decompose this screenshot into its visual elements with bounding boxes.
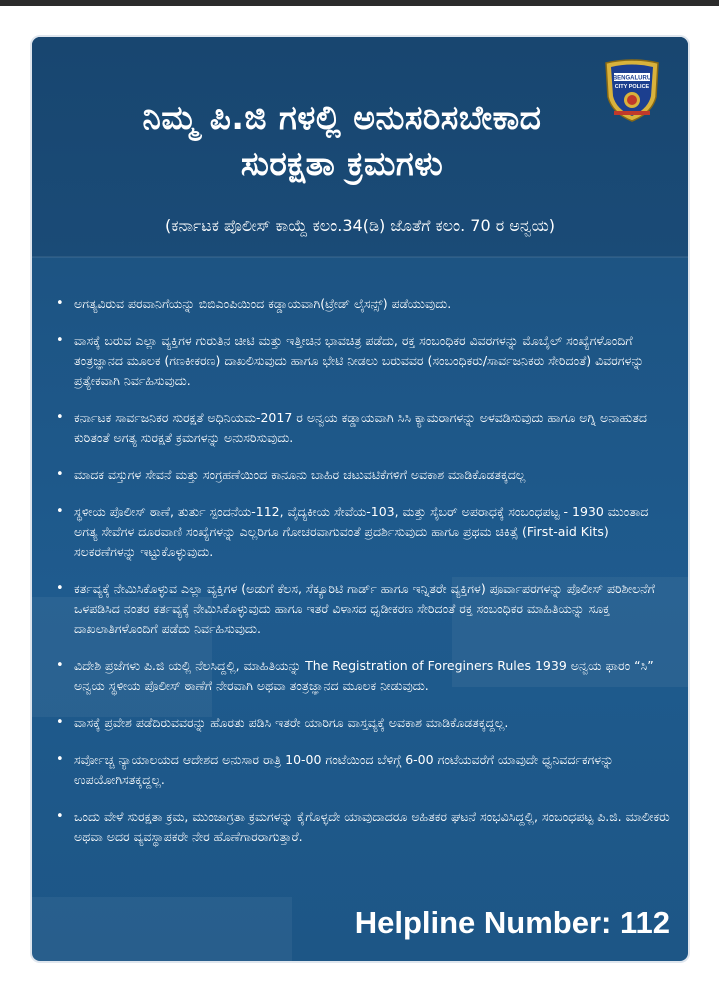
- list-item-text: ಒಂದು ವೇಳೆ ಸುರಕ್ಷತಾ ಕ್ರಮ, ಮುಂಜಾಗ್ರತಾ ಕ್ರಮಗಳನ್ನು ಕೈಗೊಳ್ಳದೇ ಯಾವುದಾದರೂ ಅಹಿತಕರ ಘಟನೆ ಸಂಭವಿಸಿದ್ದಲ್ಲಿ, ಸಂಬಂಧಪಟ್ಟ ಪಿ.ಜಿ. ಮಾಲೀಕರು ಅಥವಾ ಅದರ ವ್ಯವಸ್ಥಾಪಕರೇ ನೇರ ಹೊಣೆಗಾರರಾಗುತ್ತಾರೆ.: [74, 809, 670, 844]
- list-item: [54, 465, 674, 485]
- list-item-text: ಅಗತ್ಯವಿರುವ ಪರವಾನಿಗೆಯನ್ನು ಬಿಬಿಎಂಪಿಯಿಂದ ಕಡ್ಡಾಯವಾಗಿ(ಟ್ರೇಡ್ ಲೈಸನ್ಸ್) ಪಡೆಯುವುದು.: [74, 296, 452, 311]
- list-item-text: ಮಾದಕ ವಸ್ತುಗಳ ಸೇವನೆ ಮತ್ತು ಸಂಗ್ರಹಣೆಯಿಂದ ಕಾನೂನು ಬಾಹಿರ ಚಟುವಟಿಕೆಗಳಿಗೆ ಅವಕಾಶ ಮಾಡಿಕೊಡತಕ್ಕದಲ್ಲ: [74, 467, 526, 482]
- title-line-1: ನಿಮ್ಮ ಪಿ.ಜಿ ಗಳಲ್ಲಿ ಅನುಸರಿಸಬೇಕಾದ: [142, 98, 542, 137]
- bullet-icon: •: [56, 296, 64, 311]
- bullet-icon: •: [56, 581, 64, 596]
- list-item-text: ಕರ್ನಾಟಕ ಸಾರ್ವಜನಿಕರ ಸುರಕ್ಷತೆ ಅಧಿನಿಯಮ-2017 ರ ಅನ್ವಯ ಕಡ್ಡಾಯವಾಗಿ ಸಿಸಿ ಕ್ಯಾಮರಾಗಳನ್ನು ಅಳವಡಿಸುವುದು ಹಾಗೂ ಅಗ್ನಿ ಅನಾಹುತದ ಕುರಿತಂತೆ ಅಗತ್ಯ ಸುರಕ್ಷತೆ ಕ್ರಮಗಳನ್ನು ಅನುಸರಿಸುವುದು.: [74, 410, 647, 445]
- list-item-text: ವಾಸಕ್ಕೆ ಬರುವ ಎಲ್ಲಾ ವ್ಯಕ್ತಿಗಳ ಗುರುತಿನ ಚೀಟಿ ಮತ್ತು ಇತ್ತೀಚಿನ ಭಾವಚಿತ್ರ ಪಡೆದು, ರಕ್ತ ಸಂಬಂಧಿಕರ ವಿವರಗಳನ್ನು ಮೊಬೈಲ್ ಸಂಖ್ಯೆಗಳೊಂದಿಗೆ ತಂತ್ರಜ್ಞಾನದ ಮೂಲಕ (ಗಣಕೀಕರಣ) ದಾಖಲಿಸುವುದು ಹಾಗೂ ಭೇಟಿ ನೀಡಲು ಬರುವವರ (ಸಂಬಂಧಿಕರು/ಸಾರ್ವಜನಿಕರು ಸೇರಿದಂತೆ) ವಿವರಗಳನ್ನು ಪ್ರತ್ಯೇಕವಾಗಿ ನಿರ್ವಹಿಸುವುದು.: [74, 333, 644, 388]
- bullet-icon: •: [56, 658, 64, 673]
- header-divider: [32, 256, 688, 258]
- background-building-shape: [32, 897, 292, 961]
- bullet-icon: •: [56, 715, 64, 730]
- page-subtitle: (ಕರ್ನಾಟಕ ಪೊಲೀಸ್ ಕಾಯ್ದೆ ಕಲಂ.34(ಡಿ) ಜೊತೆಗೆ ಕಲಂ. 70 ರ ಅನ್ವಯ): [165, 216, 555, 235]
- badge-line2: CITY POLICE: [614, 84, 650, 90]
- helpline-number: Helpline Number: 112: [354, 905, 670, 940]
- page-title: [52, 95, 632, 187]
- top-status-bar: [0, 0, 719, 6]
- list-item: [54, 750, 674, 790]
- bullet-icon: •: [56, 809, 64, 824]
- list-item: [54, 408, 674, 448]
- badge-line1: BENGALURU: [612, 75, 652, 82]
- list-item: [54, 502, 674, 562]
- safety-measures-list: [54, 294, 674, 864]
- list-item: [54, 331, 674, 391]
- list-item-text: ವಿದೇಶಿ ಪ್ರಜೆಗಳು ಪಿ.ಜಿ ಯಲ್ಲಿ ನೆಲಸಿದ್ದಲ್ಲಿ, ಮಾಹಿತಿಯನ್ನು The Registration of Foreginers Rules 1939 ಅನ್ವಯ ಫಾರಂ “ಸಿ” ಅನ್ವಯ ಸ್ಥಳೀಯ ಪೊಲೀಸ್ ಠಾಣೆಗೆ ನೇರವಾಗಿ ಅಥವಾ ತಂತ್ರಜ್ಞಾನದ ಮೂಲಕ ನೀಡುವುದು.: [74, 658, 654, 693]
- bullet-icon: •: [56, 752, 64, 767]
- list-item-text: ಕರ್ತವ್ಯಕ್ಕೆ ನೇಮಿಸಿಕೊಳ್ಳುವ ಎಲ್ಲಾ ವ್ಯಕ್ತಿಗಳ (ಅಡುಗೆ ಕೆಲಸ, ಸೆಕ್ಯೂರಿಟಿ ಗಾರ್ಡ್ ಹಾಗೂ ಇನ್ನಿತರೇ ವ್ಯಕ್ತಿಗಳ) ಪೂರ್ವಾಪರಗಳನ್ನು ಪೊಲೀಸ್ ಪರಿಶೀಲನೆಗೆ ಒಳಪಡಿಸಿದ ನಂತರ ಕರ್ತವ್ಯಕ್ಕೆ ನೇಮಿಸಿಕೊಳ್ಳುವುದು ಹಾಗೂ ಇತರೆ ವಿಳಾಸದ ಧೃಡೀಕರಣ ಸೇರಿದಂತೆ ರಕ್ತ ಸಂಬಂಧಿಕರ ಮಾಹಿತಿಯನ್ನು ಸೂಕ್ತ ದಾಖಲಾತಿಗಳೊಂದಿಗೆ ಪಡೆದು ನಿರ್ವಹಿಸುವುದು.: [74, 581, 655, 636]
- bullet-icon: •: [56, 410, 64, 425]
- bullet-icon: •: [56, 467, 64, 482]
- list-item: [54, 294, 674, 314]
- list-item-text: ಸ್ಥಳೀಯ ಪೊಲೀಸ್ ಠಾಣೆ, ತುರ್ತು ಸ್ಪಂದನೆಯ-112, ವೈದ್ಯಕೀಯ ಸೇವೆಯ-103, ಮತ್ತು ಸೈಬರ್ ಅಪರಾಧಕ್ಕೆ ಸಂಬಂಧಪಟ್ಟ - 1930 ಮುಂತಾದ ಅಗತ್ಯ ಸೇವೆಗಳ ದೂರವಾಣಿ ಸಂಖ್ಯೆಗಳನ್ನು ಎಲ್ಲರಿಗೂ ಗೋಚರವಾಗುವಂತೆ ಪ್ರದರ್ಶಿಸುವುದು ಹಾಗೂ ಪ್ರಥಮ ಚಿಕಿತ್ಸೆ (First-aid Kits) ಸಲಕರಣೆಗಳನ್ನು ಇಟ್ಟುಕೊಳ್ಳುವುದು.: [74, 504, 649, 559]
- list-item: [54, 579, 674, 639]
- bullet-icon: •: [56, 333, 64, 348]
- list-item-text: ವಾಸಕ್ಕೆ ಪ್ರವೇಶ ಪಡೆದಿರುವವರನ್ನು ಹೊರತು ಪಡಿಸಿ ಇತರೇ ಯಾರಿಗೂ ವಾಸ್ತವ್ಯಕ್ಕೆ ಅವಕಾಶ ಮಾಡಿಕೊಡತಕ್ಕದ್ದಲ್ಲ.: [74, 715, 509, 730]
- safety-poster: [32, 37, 688, 961]
- bullet-icon: •: [56, 504, 64, 519]
- list-item: [54, 713, 674, 733]
- title-line-2: ಸುರಕ್ಷತಾ ಕ್ರಮಗಳು: [240, 144, 444, 183]
- list-item: [54, 807, 674, 847]
- list-item-text: ಸರ್ವೋಚ್ಚ ನ್ಯಾಯಾಲಯದ ಆದೇಶದ ಅನುಸಾರ ರಾತ್ರಿ 10-00 ಗಂಟೆಯಿಂದ ಬೆಳಿಗ್ಗೆ 6-00 ಗಂಟೆಯವರೆಗೆ ಯಾವುದೇ ಧ್ವನಿವರ್ದಕಗಳನ್ನು ಉಪಯೋಗಿಸತಕ್ಕದ್ದಲ್ಲ.: [74, 752, 614, 787]
- list-item: [54, 656, 674, 696]
